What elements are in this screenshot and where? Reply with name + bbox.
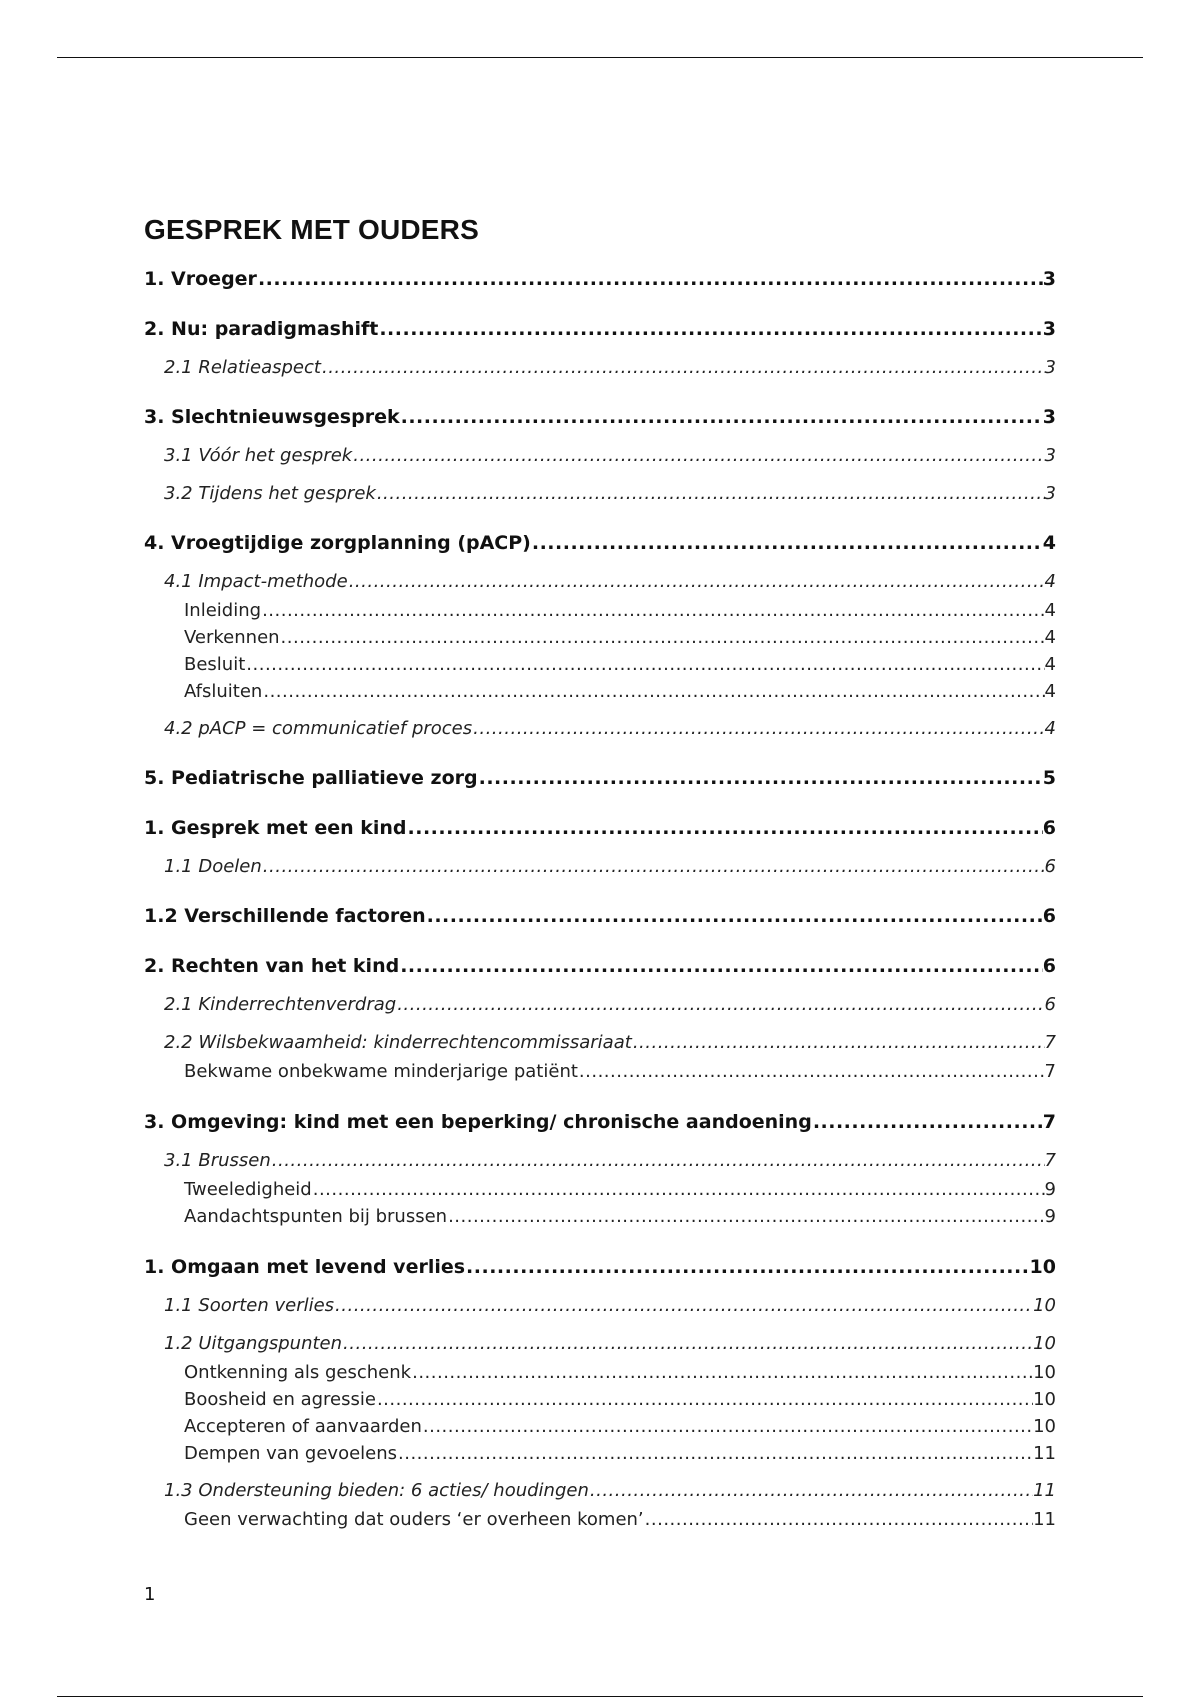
toc-dot-leader bbox=[400, 953, 1043, 979]
toc-entry-label: 1.1 Soorten verlies bbox=[164, 1295, 335, 1316]
toc-entry-label: Inleiding bbox=[184, 600, 262, 621]
toc-entry[interactable] bbox=[144, 570, 1056, 594]
toc-dot-leader bbox=[397, 993, 1044, 1017]
toc-entry-page: 10 bbox=[1033, 1416, 1056, 1437]
toc-entry-label: 2. Rechten van het kind bbox=[144, 955, 400, 977]
toc-entry-page: 9 bbox=[1044, 1179, 1056, 1200]
toc-entry-label: Boosheid en agressie bbox=[184, 1389, 376, 1410]
document-title: GESPREK MET OUDERS bbox=[144, 214, 479, 245]
toc-entry-label: Verkennen bbox=[184, 627, 280, 648]
toc-entry-page: 4 bbox=[1044, 654, 1056, 675]
toc-dot-leader bbox=[246, 651, 1044, 678]
toc-entry-page: 10 bbox=[1029, 1256, 1056, 1278]
toc-dot-leader bbox=[313, 1176, 1045, 1203]
toc-dot-leader bbox=[262, 597, 1044, 624]
toc-entry-page: 7 bbox=[1044, 1150, 1056, 1171]
toc-entry-page: 4 bbox=[1044, 718, 1056, 739]
toc-entry-page: 6 bbox=[1042, 817, 1056, 839]
toc-entry-page: 4 bbox=[1044, 571, 1056, 592]
toc-entry[interactable] bbox=[144, 530, 1056, 556]
toc-entry-page: 3 bbox=[1044, 483, 1056, 504]
toc-entry-label: Accepteren of aanvaarden bbox=[184, 1416, 422, 1437]
toc-entry-page: 9 bbox=[1044, 1206, 1056, 1227]
toc-entry[interactable] bbox=[144, 1176, 1056, 1203]
toc-entry[interactable] bbox=[144, 597, 1056, 624]
toc-entry-page: 6 bbox=[1042, 955, 1056, 977]
toc-entry[interactable] bbox=[144, 1149, 1056, 1173]
toc-entry[interactable] bbox=[144, 1254, 1056, 1280]
toc-entry-label: 3. Slechtnieuwsgesprek bbox=[144, 406, 400, 428]
toc-entry[interactable] bbox=[144, 1440, 1056, 1467]
toc-dot-leader bbox=[379, 316, 1042, 342]
toc-entry-label: 1. Gesprek met een kind bbox=[144, 817, 407, 839]
toc-entry[interactable] bbox=[144, 765, 1056, 791]
toc-dot-leader bbox=[258, 266, 1043, 292]
toc-entry[interactable] bbox=[144, 1058, 1056, 1085]
toc-entry-label: Ontkenning als geschenk bbox=[184, 1362, 412, 1383]
toc-entry[interactable] bbox=[144, 1031, 1056, 1055]
toc-entry-page: 11 bbox=[1033, 1480, 1056, 1501]
toc-dot-leader bbox=[532, 530, 1043, 556]
toc-dot-leader bbox=[353, 444, 1044, 468]
toc-entry[interactable] bbox=[144, 903, 1056, 929]
toc-entry-page: 3 bbox=[1044, 357, 1056, 378]
toc-entry-page: 7 bbox=[1044, 1032, 1056, 1053]
toc-entry-label: 3.1 Brussen bbox=[164, 1150, 271, 1171]
toc-entry-label: 4. Vroegtijdige zorgplanning (pACP) bbox=[144, 532, 531, 554]
toc-entry[interactable] bbox=[144, 1506, 1056, 1533]
toc-dot-leader bbox=[813, 1109, 1043, 1135]
toc-entry-label: 4.2 pACP = communicatief proces bbox=[164, 718, 473, 739]
toc-entry[interactable] bbox=[144, 1332, 1056, 1356]
toc-entry[interactable] bbox=[144, 678, 1056, 705]
toc-entry-label: Aandachtspunten bij brussen bbox=[184, 1206, 448, 1227]
toc-dot-leader bbox=[349, 570, 1045, 594]
toc-entry-page: 4 bbox=[1042, 532, 1056, 554]
toc-entry[interactable] bbox=[144, 651, 1056, 678]
toc-entry-page: 10 bbox=[1033, 1362, 1056, 1383]
toc-entry-label: 1. Vroeger bbox=[144, 268, 257, 290]
page-number: 1 bbox=[144, 1584, 156, 1605]
header-rule bbox=[57, 57, 1143, 58]
toc-entry-label: 3.1 Vóór het gesprek bbox=[164, 445, 353, 466]
toc-entry[interactable] bbox=[144, 953, 1056, 979]
toc-dot-leader bbox=[263, 678, 1044, 705]
document-page bbox=[144, 212, 1056, 1533]
toc-dot-leader bbox=[398, 1440, 1033, 1467]
toc-entry-label: Bekwame onbekwame minderjarige patiënt bbox=[184, 1061, 578, 1082]
toc-entry-label: 1.2 Uitgangspunten bbox=[164, 1333, 343, 1354]
toc-dot-leader bbox=[401, 404, 1043, 430]
toc-entry-label: 4.1 Impact-methode bbox=[164, 571, 348, 592]
toc-entry-page: 5 bbox=[1042, 767, 1056, 789]
toc-entry-page: 4 bbox=[1044, 681, 1056, 702]
toc-dot-leader bbox=[322, 356, 1045, 380]
toc-dot-leader bbox=[427, 903, 1043, 929]
toc-entry[interactable] bbox=[144, 1294, 1056, 1318]
toc-entry-label: 3. Omgeving: kind met een beperking/ chronische aandoening bbox=[144, 1111, 812, 1133]
toc-entry-page: 4 bbox=[1044, 600, 1056, 621]
toc-entry-page: 3 bbox=[1042, 318, 1056, 340]
toc-entry-label: 1.2 Verschillende factoren bbox=[144, 905, 426, 927]
toc-entry[interactable] bbox=[144, 356, 1056, 380]
toc-entry[interactable] bbox=[144, 1479, 1056, 1503]
toc-entry[interactable] bbox=[144, 404, 1056, 430]
toc-dot-leader bbox=[343, 1332, 1033, 1356]
toc-entry-page: 3 bbox=[1042, 406, 1056, 428]
toc-dot-leader bbox=[281, 624, 1045, 651]
toc-entry-label: Geen verwachting dat ouders ‘er overheen komen’ bbox=[184, 1509, 644, 1530]
toc-entry-page: 6 bbox=[1044, 856, 1056, 877]
toc-entry-page: 6 bbox=[1044, 994, 1056, 1015]
toc-dot-leader bbox=[579, 1058, 1045, 1085]
toc-dot-leader bbox=[473, 717, 1044, 741]
toc-entry[interactable] bbox=[144, 815, 1056, 841]
toc-dot-leader bbox=[448, 1203, 1044, 1230]
toc-entry[interactable] bbox=[144, 993, 1056, 1017]
toc-entry[interactable] bbox=[144, 1386, 1056, 1413]
toc-entry-page: 3 bbox=[1042, 268, 1056, 290]
toc-dot-leader bbox=[377, 482, 1045, 506]
toc-entry-page: 11 bbox=[1033, 1443, 1056, 1464]
toc-entry[interactable] bbox=[144, 1109, 1056, 1135]
toc-entry-page: 7 bbox=[1044, 1061, 1056, 1082]
toc-entry[interactable] bbox=[144, 1413, 1056, 1440]
toc-dot-leader bbox=[263, 855, 1045, 879]
toc-entry-label: 1.3 Ondersteuning bieden: 6 acties/ houdingen bbox=[164, 1480, 589, 1501]
toc-entry-page: 7 bbox=[1042, 1111, 1056, 1133]
toc-entry-label: 2.2 Wilsbekwaamheid: kinderrechtencommissariaat bbox=[164, 1032, 632, 1053]
toc-entry[interactable] bbox=[144, 266, 1056, 292]
toc-entry[interactable] bbox=[144, 482, 1056, 506]
toc-entry[interactable] bbox=[144, 855, 1056, 879]
toc-entry[interactable] bbox=[144, 717, 1056, 741]
toc-entry-label: Tweeledigheid bbox=[184, 1179, 312, 1200]
toc-entry-label: 2. Nu: paradigmashift bbox=[144, 318, 379, 340]
toc-dot-leader bbox=[335, 1294, 1033, 1318]
toc-entry-page: 10 bbox=[1033, 1295, 1056, 1316]
toc-entry-page: 4 bbox=[1044, 627, 1056, 648]
toc-dot-leader bbox=[633, 1031, 1045, 1055]
toc-dot-leader bbox=[590, 1479, 1033, 1503]
toc-entry-label: 2.1 Relatieaspect bbox=[164, 357, 321, 378]
toc-entry-label: 3.2 Tijdens het gesprek bbox=[164, 483, 376, 504]
toc-entry-label: 1.1 Doelen bbox=[164, 856, 262, 877]
toc-dot-leader bbox=[479, 765, 1043, 791]
footer-rule bbox=[57, 1696, 1143, 1697]
toc-entry[interactable] bbox=[144, 1359, 1056, 1386]
toc-dot-leader bbox=[412, 1359, 1033, 1386]
toc-entry-page: 10 bbox=[1033, 1333, 1056, 1354]
toc-dot-leader bbox=[377, 1386, 1033, 1413]
toc-entry[interactable] bbox=[144, 316, 1056, 342]
toc-dot-leader bbox=[466, 1254, 1030, 1280]
toc-entry[interactable] bbox=[144, 624, 1056, 651]
toc-entry[interactable] bbox=[144, 1203, 1056, 1230]
toc-entry-label: 1. Omgaan met levend verlies bbox=[144, 1256, 466, 1278]
toc-dot-leader bbox=[423, 1413, 1033, 1440]
toc-entry-label: 5. Pediatrische palliatieve zorg bbox=[144, 767, 478, 789]
toc-entry-page: 11 bbox=[1033, 1509, 1056, 1530]
toc-entry-page: 6 bbox=[1042, 905, 1056, 927]
toc-entry-label: Dempen van gevoelens bbox=[184, 1443, 398, 1464]
toc-dot-leader bbox=[272, 1149, 1045, 1173]
toc-dot-leader bbox=[645, 1506, 1033, 1533]
toc-dot-leader bbox=[408, 815, 1043, 841]
table-of-contents bbox=[144, 266, 1056, 1533]
toc-entry-label: 2.1 Kinderrechtenverdrag bbox=[164, 994, 397, 1015]
toc-entry-page: 10 bbox=[1033, 1389, 1056, 1410]
toc-entry-label: Afsluiten bbox=[184, 681, 263, 702]
toc-entry-label: Besluit bbox=[184, 654, 246, 675]
toc-entry[interactable] bbox=[144, 444, 1056, 468]
toc-entry-page: 3 bbox=[1044, 445, 1056, 466]
